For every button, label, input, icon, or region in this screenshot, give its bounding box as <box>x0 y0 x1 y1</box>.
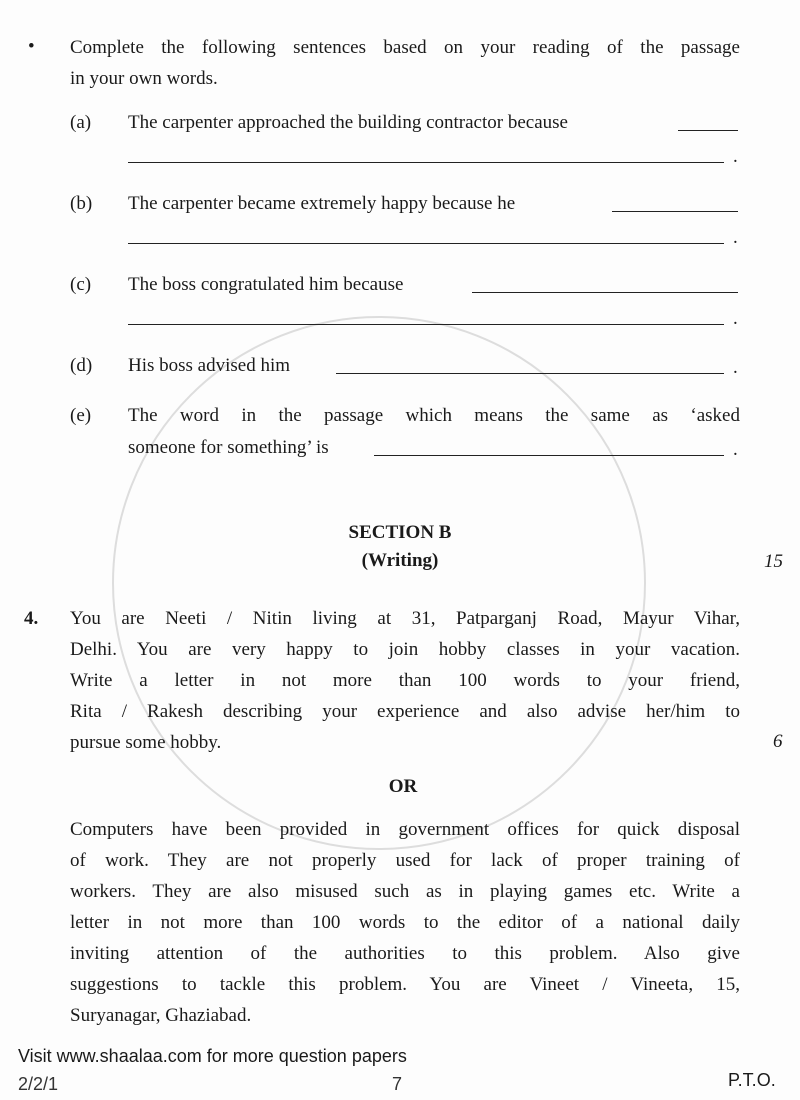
page-number: 7 <box>392 1074 403 1094</box>
answer-blank <box>472 292 738 293</box>
watermark-circle <box>112 316 646 850</box>
q4-text <box>70 603 740 758</box>
q4-line: Write a letter in not more than 100 words to your friend, <box>70 670 740 691</box>
item-text-c: The boss congratulated him because <box>128 274 404 295</box>
or-label: OR <box>388 776 418 797</box>
q4-alt-line: letter in not more than 100 words to the editor of a national daily <box>70 912 740 933</box>
period: . <box>733 146 738 167</box>
item-text-e: The word in the passage which means the same as ‘asked <box>128 405 740 426</box>
period: . <box>733 227 738 248</box>
item-label-b: (b) <box>70 193 93 214</box>
item-text-b: The carpenter became extremely happy because he <box>128 193 516 214</box>
item-text-e-cont: someone for something’ is <box>128 437 329 458</box>
q4-marks: 6 <box>773 731 783 752</box>
section-title: SECTION B <box>348 522 452 543</box>
item-text-d: His boss advised him <box>128 355 291 376</box>
answer-blank <box>128 162 724 163</box>
answer-blank <box>374 455 724 456</box>
q4-alt-line: of work. They are not properly used for lack of proper training of <box>70 850 740 871</box>
pto-label: P.T.O. <box>728 1070 776 1090</box>
period: . <box>733 439 738 460</box>
q3-intro-line2: in your own words. <box>70 68 218 89</box>
q4-alt-line: Suryanagar, Ghaziabad. <box>70 1005 252 1026</box>
q3-intro <box>70 32 740 94</box>
item-label-a: (a) <box>70 112 92 133</box>
question-number: 4. <box>24 608 39 629</box>
item-label-d: (d) <box>70 355 93 376</box>
visit-link[interactable]: Visit www.shaalaa.com for more question papers <box>18 1046 407 1066</box>
answer-blank <box>128 324 724 325</box>
bullet: • <box>28 36 35 57</box>
answer-blank <box>678 130 738 131</box>
q4-line: Delhi. You are very happy to join hobby classes in your vacation. <box>70 639 740 660</box>
answer-blank <box>128 243 724 244</box>
q4-alt-line: inviting attention of the authorities to this problem. Also give <box>70 943 740 964</box>
item-label-c: (c) <box>70 274 92 295</box>
paper-code: 2/2/1 <box>18 1074 59 1094</box>
answer-blank <box>336 373 724 374</box>
q3-intro-line1: Complete the following sentences based on your reading of the passage <box>70 37 740 58</box>
period: . <box>733 357 738 378</box>
period: . <box>733 308 738 329</box>
q4-alt-line: Computers have been provided in government offices for quick disposal <box>70 819 740 840</box>
q4-alt-line: workers. They are also misused such as in playing games etc. Write a <box>70 881 740 902</box>
q4-line: pursue some hobby. <box>70 732 222 753</box>
section-marks: 15 <box>764 551 783 572</box>
item-label-e: (e) <box>70 405 92 426</box>
item-text-a: The carpenter approached the building contractor because <box>128 112 568 133</box>
section-subtitle: (Writing) <box>361 550 439 571</box>
q4-alt-text <box>70 814 740 1031</box>
q4-alt-line: suggestions to tackle this problem. You are Vineet / Vineeta, 15, <box>70 974 740 995</box>
answer-blank <box>612 211 738 212</box>
q4-line: Rita / Rakesh describing your experience and also advise her/him to <box>70 701 740 722</box>
q4-line: You are Neeti / Nitin living at 31, Patparganj Road, Mayur Vihar, <box>70 608 740 629</box>
